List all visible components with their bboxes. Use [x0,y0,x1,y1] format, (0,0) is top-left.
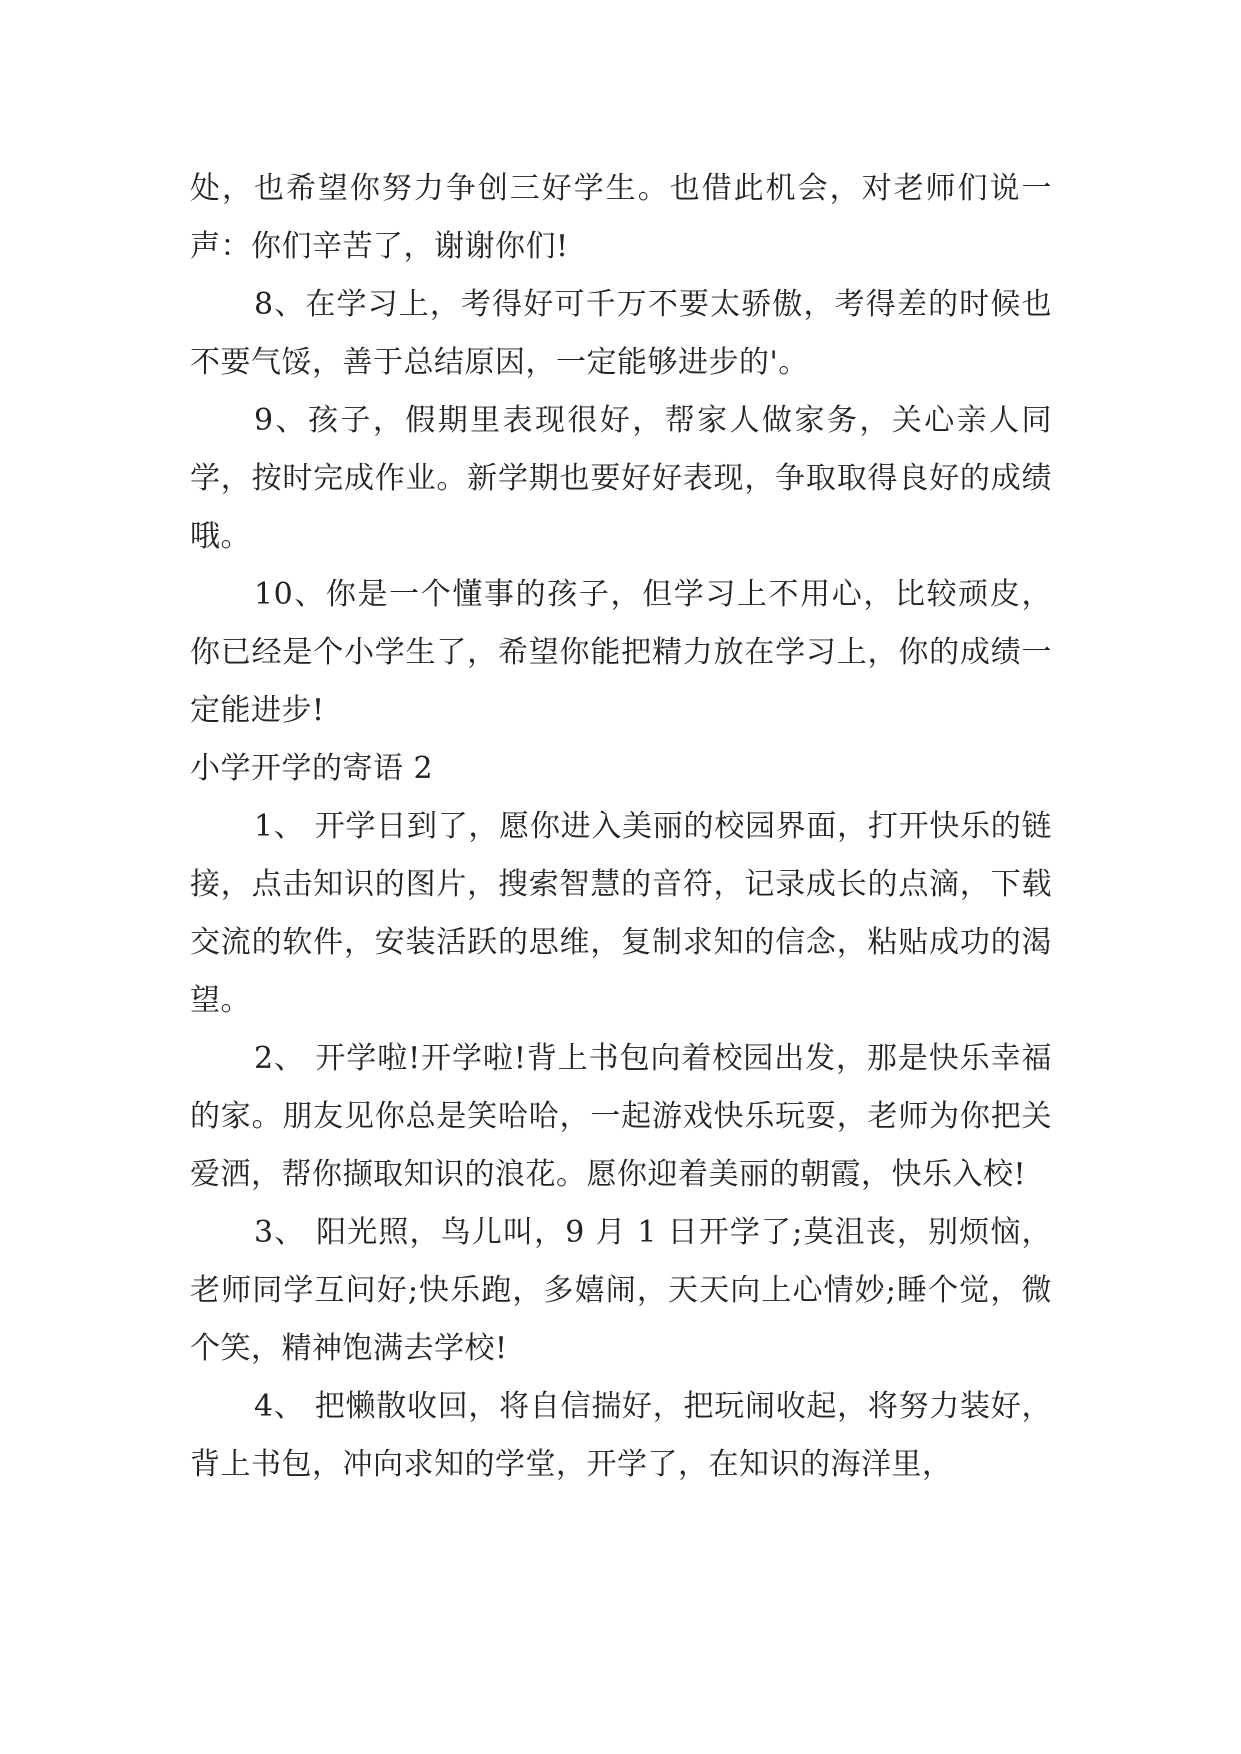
paragraph-item-2: 2、 开学啦!开学啦!背上书包向着校园出发，那是快乐幸福的家。朋友见你总是笑哈哈，一起游戏快乐玩耍，老师为你把关爱洒，帮你撷取知识的浪花。愿你迎着美丽的朝霞，快乐入校! [190,1041,1052,1192]
section-heading: 小学开学的寄语 2 [190,751,434,786]
document-body [190,160,1052,1494]
paragraph-item-4: 4、 把懒散收回，将自信揣好，把玩闹收起，将努力装好，背上书包，冲向求知的学堂，开学了，在知识的海洋里， [190,1389,1052,1482]
paragraph-item-3: 3、 阳光照，鸟儿叫，9 月 1 日开学了;莫沮丧，别烦恼，老师同学互问好;快乐跑，多嬉闹，天天向上心情妙;睡个觉，微个笑，精神饱满去学校! [190,1215,1052,1366]
paragraph-item-8: 8、在学习上，考得好可千万不要太骄傲，考得差的时候也不要气馁，善于总结原因，一定能够进步的'。 [190,287,1052,380]
paragraph-item-1: 1、 开学日到了，愿你进入美丽的校园界面，打开快乐的链接，点击知识的图片，搜索智慧的音符，记录成长的点滴，下载交流的软件，安装活跃的思维，复制求知的信念，粘贴成功的渴望。 [190,809,1052,1018]
paragraph-item-9: 9、孩子，假期里表现很好，帮家人做家务，关心亲人同学，按时完成作业。新学期也要好好表现，争取取得良好的成绩哦。 [190,403,1052,554]
paragraph-item-10: 10、你是一个懂事的孩子，但学习上不用心，比较顽皮，你已经是个小学生了，希望你能把精力放在学习上，你的成绩一定能进步! [190,577,1052,728]
paragraph-continuation: 处，也希望你努力争创三好学生。也借此机会，对老师们说一声：你们辛苦了，谢谢你们! [190,171,1052,264]
